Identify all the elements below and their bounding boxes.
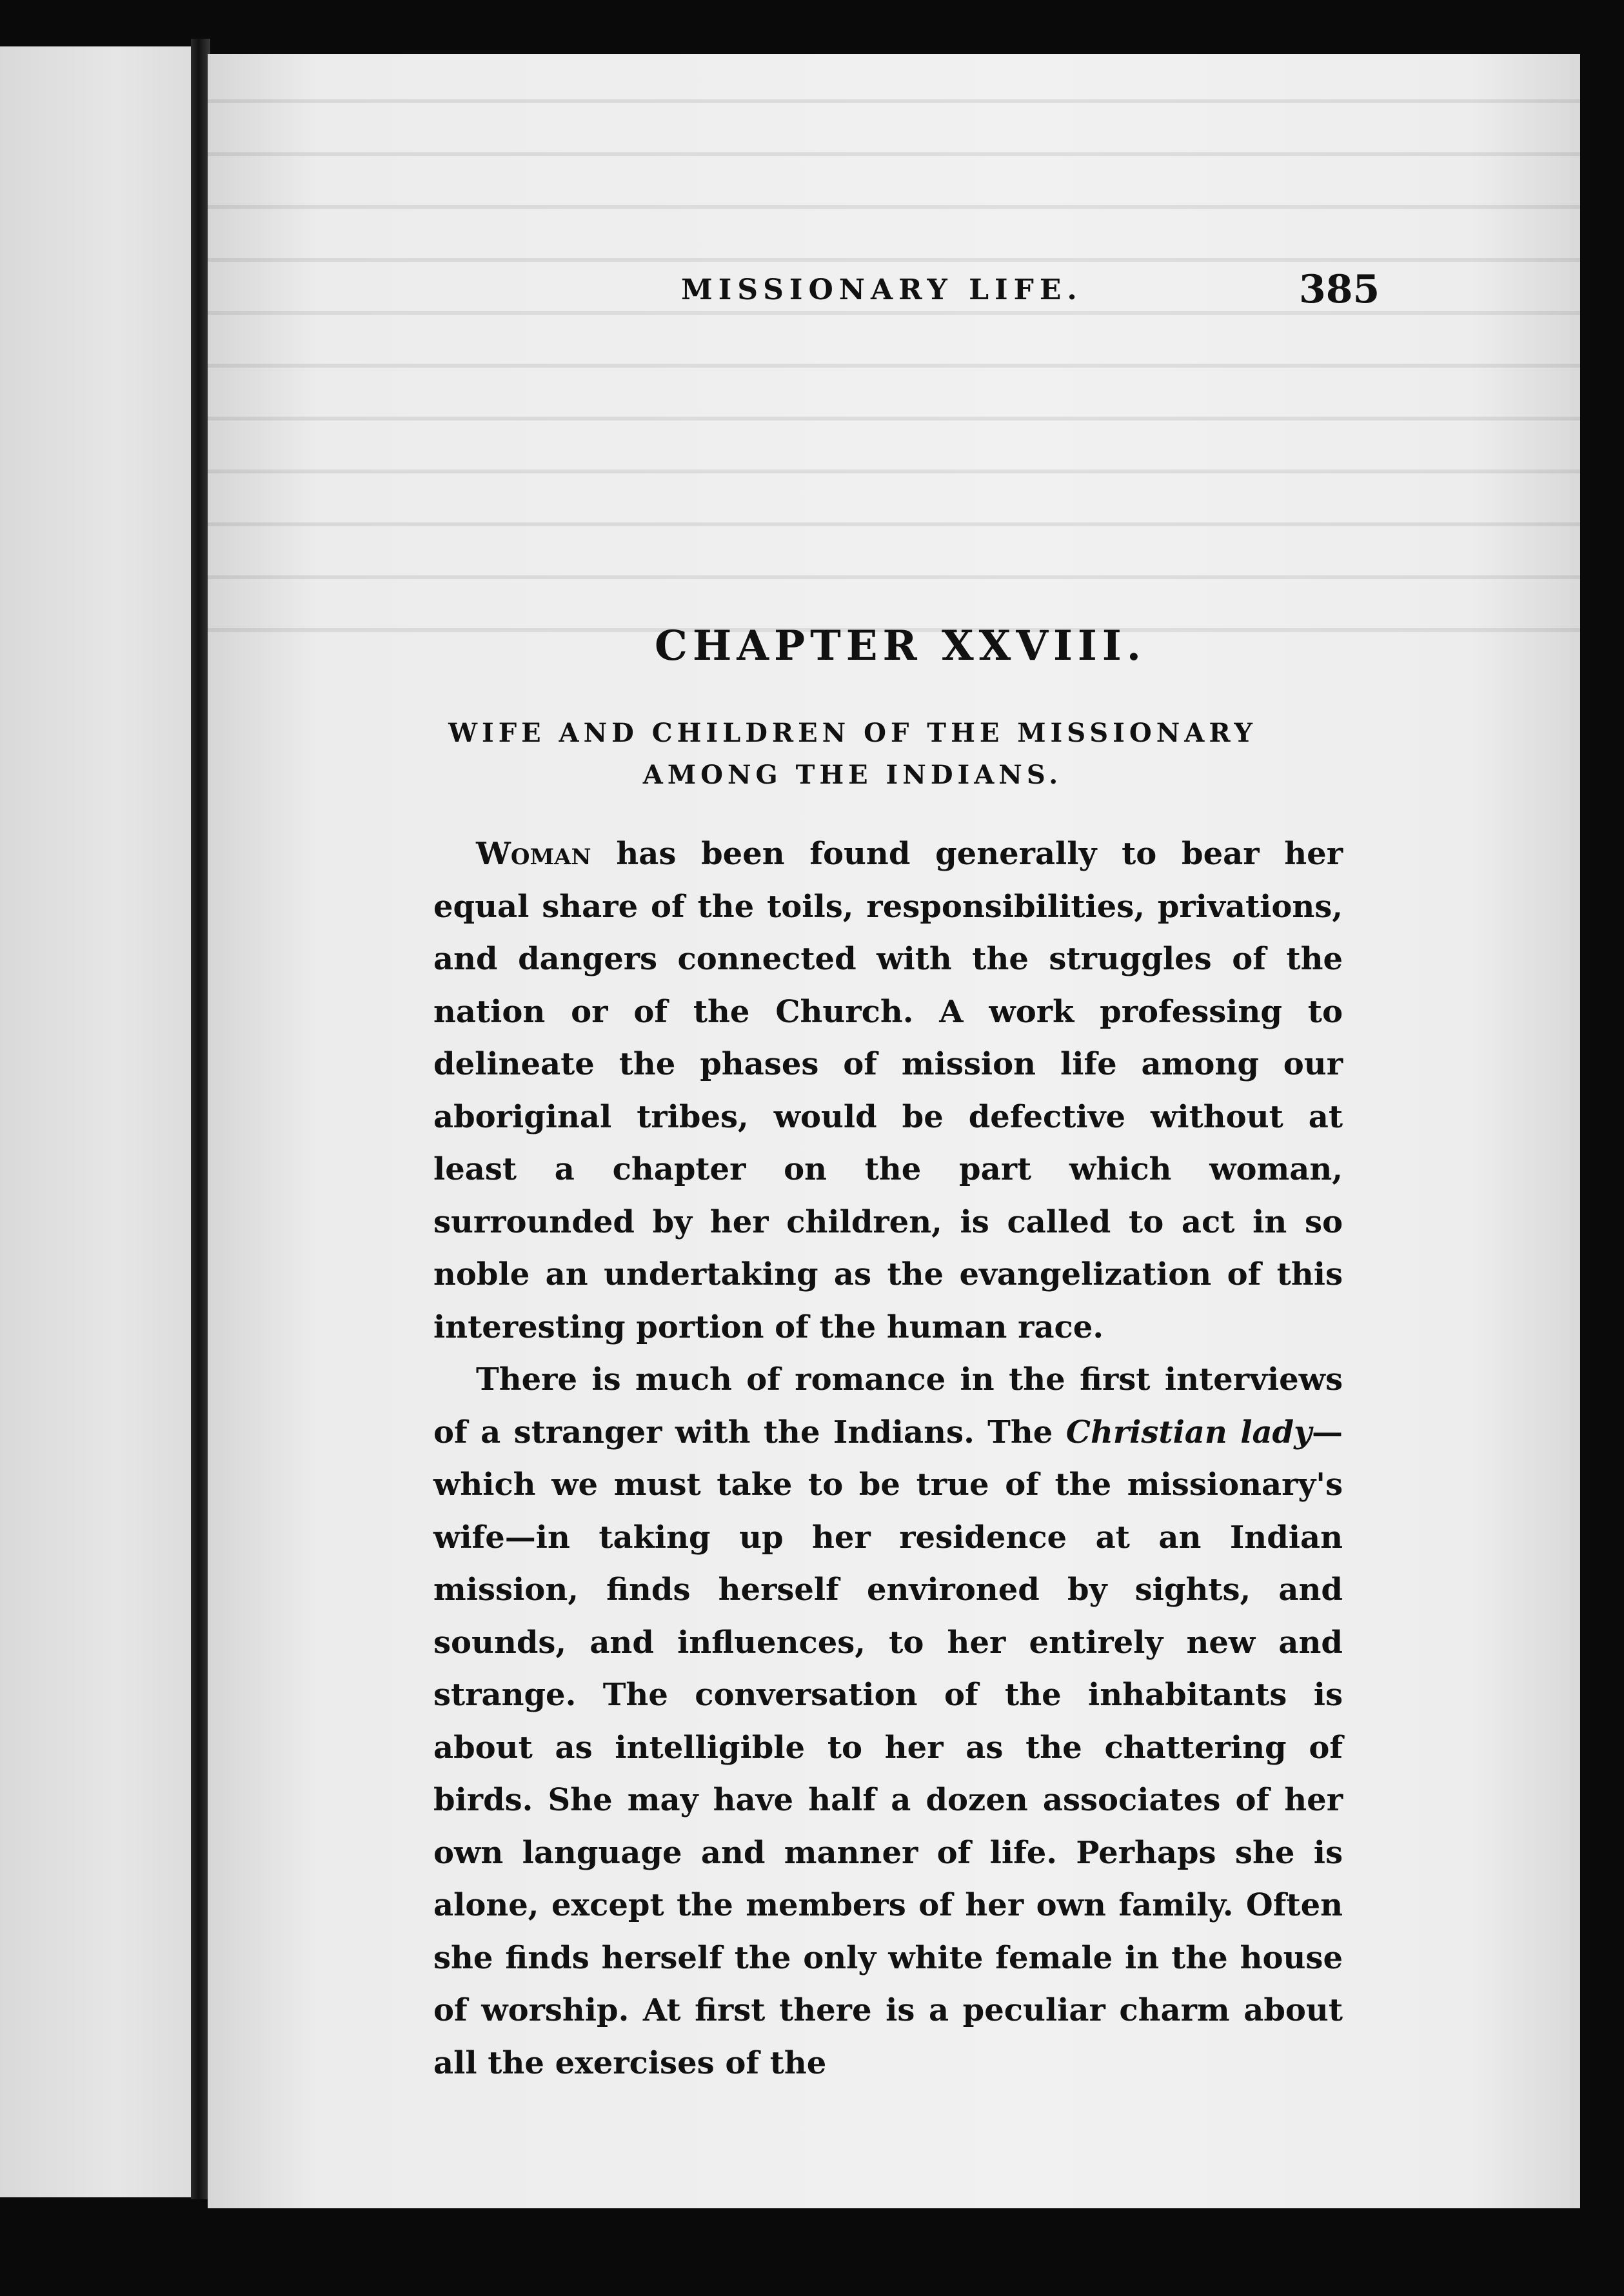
body-text [433, 828, 1343, 2090]
paragraph-1-lead-word: Woman [476, 836, 591, 872]
book-page [208, 54, 1580, 2208]
running-header [208, 267, 1580, 332]
paragraph-2-text-start: There is much of romance in the first interviews of a stranger with the Indians. The [433, 1361, 1343, 1450]
paragraph-2-italic: Christian lady [1065, 1414, 1312, 1450]
chapter-subtitle [414, 712, 1291, 796]
page-number: 385 [1299, 267, 1380, 312]
paragraph-2-text-end: —which we must take to be true of the missionary's wife—in taking up her residence at an Indian mission, finds herself environed by sights, and sounds, and influences, to her entirely new and strange. The conversation of the inhabitants is about as intelligible to her as the chattering of birds. She may have half a dozen associates of her own language and manner of life. Perhaps she is alone, except the members of her own family. Often she finds herself the only white female in the house of worship. At first there is a peculiar charm about all the exercises of the [433, 1414, 1343, 2081]
chapter-subtitle-line-2: AMONG THE INDIANS. [642, 760, 1063, 790]
facing-page-edge [0, 46, 193, 2197]
chapter-title: CHAPTER XXVIII. [654, 622, 1147, 670]
paragraph-2 [433, 1354, 1343, 2090]
paragraph-1 [433, 828, 1343, 1354]
show-through-text [208, 54, 1580, 635]
running-title: MISSIONARY LIFE. [681, 273, 1083, 306]
chapter-subtitle-line-1: WIFE AND CHILDREN OF THE MISSIONARY [448, 718, 1257, 748]
paragraph-1-text: has been found generally to bear her equal share of the toils, responsibilities, privations, and dangers connected with the struggles of the nation or of the Church. A work professing to delineate the phases of mission life among our aboriginal tribes, would be defective without at least a chapter on the part which woman, surrounded by her children, is called to act in so noble an undertaking as the evangelization of this interesting portion of the human race. [433, 836, 1343, 1345]
